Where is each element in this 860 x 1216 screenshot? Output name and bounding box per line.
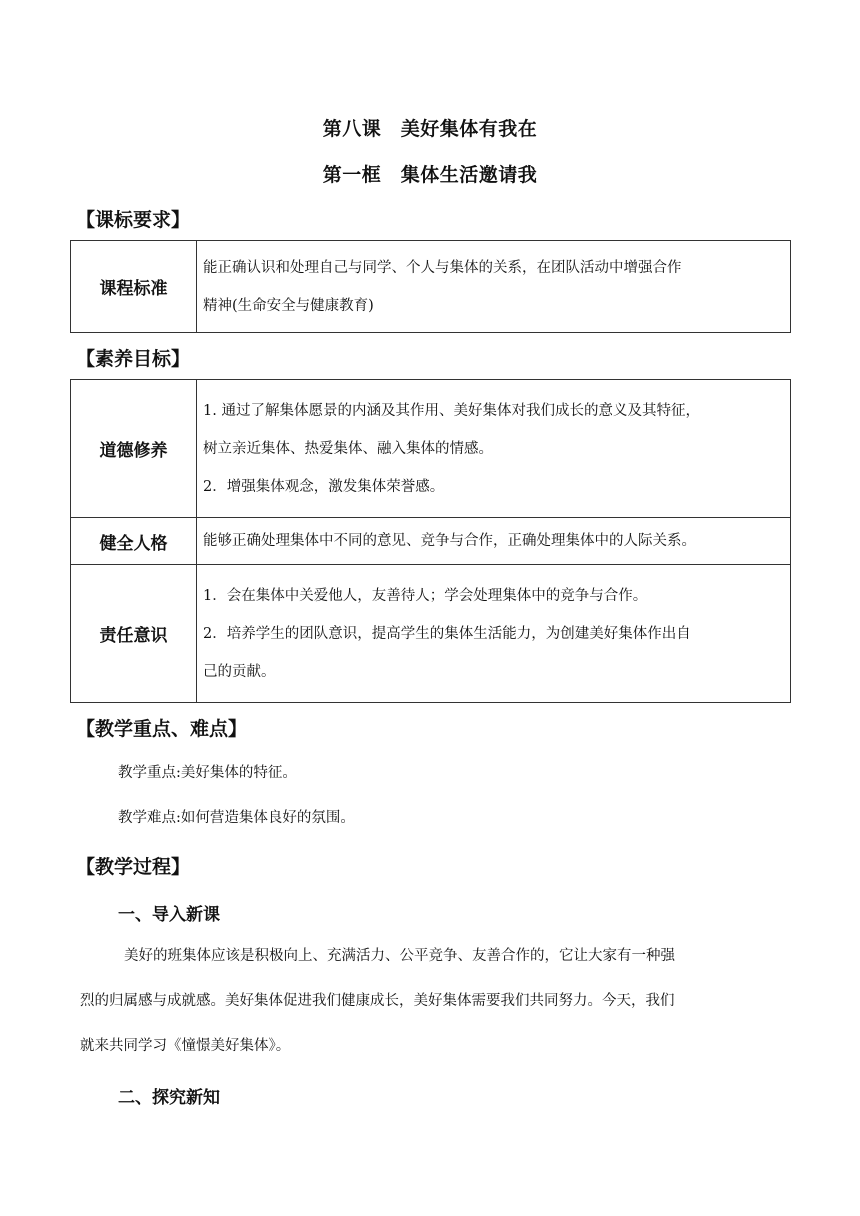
curriculum-label: 课程标准 <box>71 241 197 333</box>
curriculum-content <box>197 241 791 333</box>
moral-content <box>197 380 791 518</box>
moral-line-1: 1. 通过了解集体愿景的内涵及其作用、美好集体对我们成长的意义及其特征， <box>203 402 700 419</box>
moral-label: 道德修养 <box>71 380 197 518</box>
responsibility-label: 责任意识 <box>71 565 197 703</box>
responsibility-line-2: 2．培养学生的团队意识，提高学生的集体生活能力，为创建美好集体作出自 <box>203 625 691 642</box>
intro-line-1: 美好的班集体应该是积极向上、充满活力、公平竞争、友善合作的，它让大家有一种强 <box>124 948 675 964</box>
literacy-table <box>70 379 791 703</box>
responsibility-line-3: 己的贡献。 <box>203 663 276 680</box>
key-point: 教学重点:美好集体的特征。 <box>118 765 297 781</box>
personality-line-1: 能够正确处理集体中不同的意见、竞争与合作，正确处理集体中的人际关系。 <box>203 533 696 549</box>
intro-line-3: 就来共同学习《憧憬美好集体》。 <box>80 1038 291 1054</box>
table-row <box>71 565 791 703</box>
section-literacy-heading: 【素养目标】 <box>76 348 191 370</box>
moral-line-3: 2．增强集体观念，激发集体荣誉感。 <box>203 478 445 495</box>
intro-line-2: 烈的归属感与成就感。美好集体促进我们健康成长，美好集体需要我们共同努力。今天，我们 <box>80 993 675 1009</box>
table-row <box>71 241 791 333</box>
curriculum-line-2: 精神(生命安全与健康教育) <box>203 297 374 314</box>
personality-content <box>197 518 791 565</box>
difficult-point: 教学难点:如何营造集体良好的氛围。 <box>118 810 355 826</box>
personality-label: 健全人格 <box>71 518 197 565</box>
curriculum-table <box>70 240 791 333</box>
curriculum-line-1: 能正确认识和处理自己与同学、个人与集体的关系，在团队活动中增强合作 <box>203 259 682 276</box>
step-explore-heading: 二、探究新知 <box>118 1088 220 1108</box>
section-curriculum-heading: 【课标要求】 <box>76 209 191 231</box>
responsibility-content <box>197 565 791 703</box>
table-row <box>71 380 791 518</box>
responsibility-line-1: 1．会在集体中关爱他人，友善待人；学会处理集体中的竞争与合作。 <box>203 587 648 604</box>
section-process-heading: 【教学过程】 <box>76 856 191 878</box>
lesson-subtitle: 第一框 集体生活邀请我 <box>322 164 538 186</box>
step-intro-heading: 一、导入新课 <box>118 905 220 925</box>
moral-line-2: 树立亲近集体、热爱集体、融入集体的情感。 <box>203 440 493 457</box>
table-row <box>71 518 791 565</box>
lesson-title: 第八课 美好集体有我在 <box>322 118 538 140</box>
section-keypoints-heading: 【教学重点、难点】 <box>76 718 248 740</box>
